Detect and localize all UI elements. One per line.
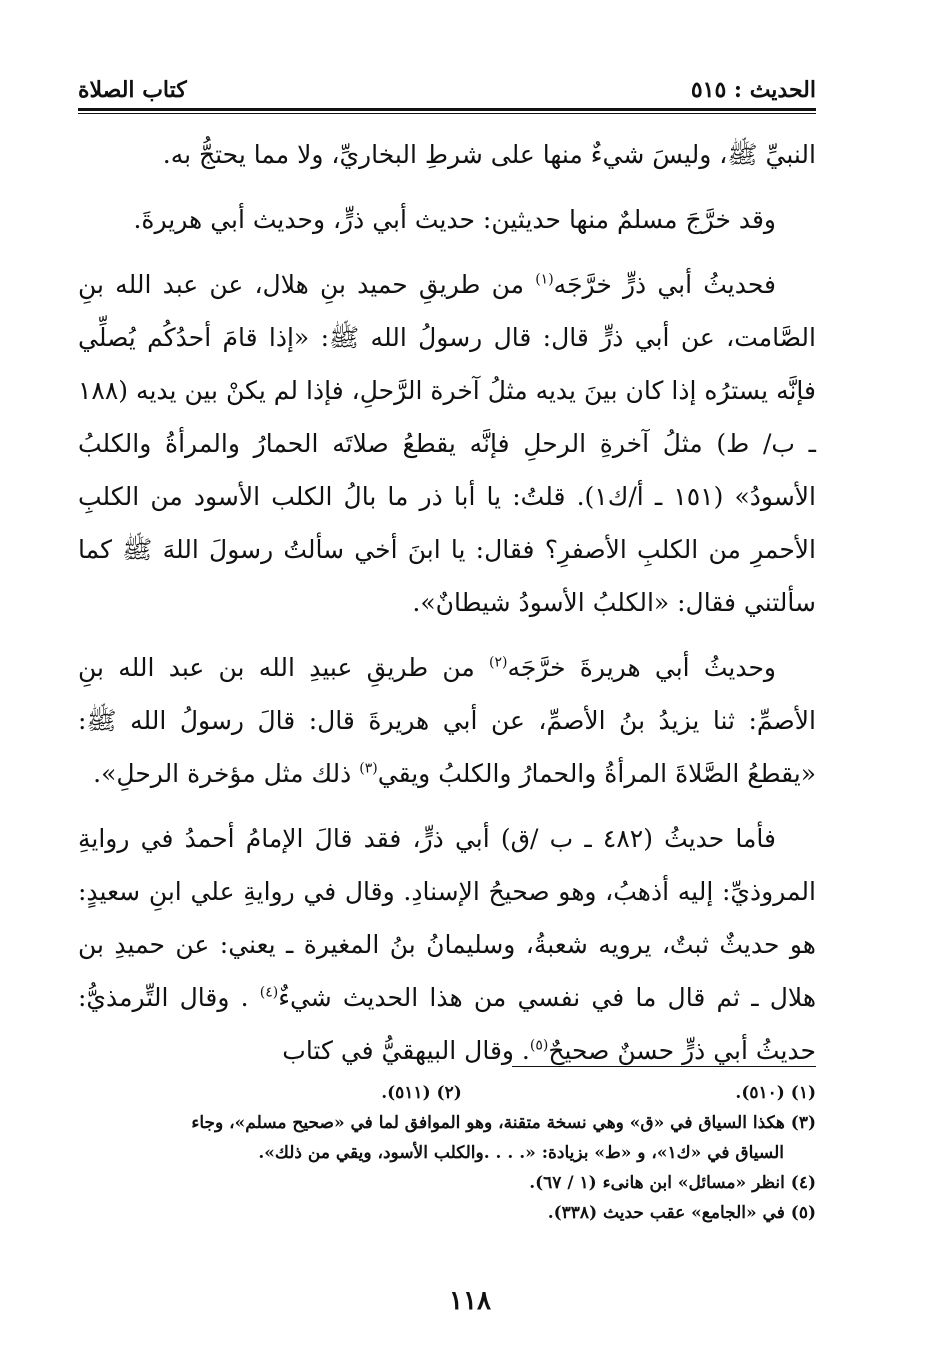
paragraph-3 — [78, 258, 816, 629]
paragraph-2-text: وقد خرَّجَ مسلمٌ منها حديثين: حديث أبي ذرٍّ، وحديث أبي هريرةَ. — [133, 205, 776, 234]
paragraph-4 — [78, 641, 816, 800]
footnote-5: (٥) في «الجامع» عقب حديث (٣٣٨). — [547, 1203, 816, 1223]
book-title: كتاب الصلاة — [78, 77, 187, 103]
paragraph-4-text-b: من طريقِ عبيدِ الله بن عبد الله بنِ الأصمِّ: ثنا يزيدُ بنُ الأصمِّ، عن أبي هريرةَ قال: قالَ رسولُ الله ﷺ: «يقطعُ الصَّلاةَ المرأةُ والحمارُ والكلبُ ويقي — [78, 653, 816, 788]
paragraph-5-text-a: فأما حديثُ (٤٨٢ ـ ب /ق) أبي ذرٍّ، فقد قالَ الإمامُ أحمدُ في روايةِ المروذيِّ: إليه أذهبُ، وهو صحيحُ الإسنادِ. وقال في روايةِ علي ابنِ سعيدٍ: هو حديثٌ ثبتٌ، يرويه شعبةُ، وسليمانُ بنُ المغيرة ـ يعني: عن حميدِ بن هلال ـ ثم قال ما في نفسي من هذا الحديث شيءٌ — [78, 824, 817, 1012]
paragraph-5 — [78, 812, 816, 1077]
hadith-number-label: الحديث : ٥١٥ — [690, 77, 816, 103]
footnote-row-1-2 — [78, 1078, 816, 1108]
footnote-ref-2: (٢) — [489, 654, 508, 671]
footnote-ref-4: (٤) — [259, 984, 279, 1001]
paragraph-5-text-b: . وقال التِّرمذيُّ: حديثُ أبي ذرٍّ حسنٌ صحيحٌ — [78, 983, 816, 1065]
paragraph-4-text-c: ذلك مثل مؤخرة الرحلِ». — [93, 759, 360, 788]
footnote-3-line-2: السياق في «ك١»، و «ط» بزيادة: «. . . .والكلب الأسود، ويقي من ذلك». — [258, 1143, 784, 1163]
paragraph-2 — [78, 193, 816, 246]
footnotes — [78, 1078, 816, 1228]
footnote-3-line-1: (٣) هكذا السياق في «ق» وهي نسخة متقنة، وهو الموافق لما في «صحيح مسلم»، وجاء — [191, 1113, 816, 1133]
paragraph-3-text-b: من طريقِ حميد بنِ هلال، عن عبد الله بنِ الصَّامت، عن أبي ذرٍّ قال: قال رسولُ الله ﷺ: «إذا قامَ أحدُكُم يُصلِّي فإنَّه يسترُه إذا كان بينَ يديه مثلُ آخرة الرَّحلِ، فإذا لم يكنْ بين يديه (١٨٨ ـ ب/ ط) مثلُ آخرةِ الرحلِ فإنَّه يقطعُ صلاتَه الحمارُ والمرأةُ والكلبُ الأسودُ» (١٥١ ـ أ/ك١). قلتُ: يا أبا ذر ما بالُ الكلب الأسود من الكلبِ الأحمرِ من الكلبِ الأصفرِ؟ فقال: يا ابنَ أخي سألتُ رسولَ اللهَ ﷺ كما سألتني فقال: «الكلبُ الأسودُ شيطانٌ». — [78, 270, 816, 617]
main-text — [78, 128, 816, 1089]
footnote-ref-5: (٥) — [529, 1037, 549, 1054]
footnote-ref-1: (١) — [535, 271, 554, 288]
footnote-rule — [512, 1066, 816, 1067]
footnote-4: (٤) انظر «مسائل» ابن هانىء (١ / ٦٧). — [529, 1173, 816, 1193]
paragraph-1 — [78, 128, 816, 181]
footnote-1: (١) (٥١٠). — [735, 1083, 816, 1103]
paragraph-3-text-a: فحديثُ أبي ذرٍّ خرَّجَه — [553, 270, 776, 299]
paragraph-1-text: النبيِّ ﷺ، وليسَ شيءٌ منها على شرطِ البخاريِّ، ولا مما يحتجُّ به. — [162, 140, 816, 169]
paragraph-5-text-c: . وقال البيهقيُّ في كتاب — [282, 1036, 530, 1065]
running-header — [78, 72, 816, 108]
footnote-ref-3: (٣) — [359, 760, 378, 777]
header-rule — [78, 108, 816, 114]
footnote-2: (٢) (٥١١). — [381, 1083, 462, 1103]
paragraph-4-text-a: وحديثُ أبي هريرةَ خرَّجَه — [507, 653, 777, 682]
page-number: ١١٨ — [449, 1286, 491, 1316]
